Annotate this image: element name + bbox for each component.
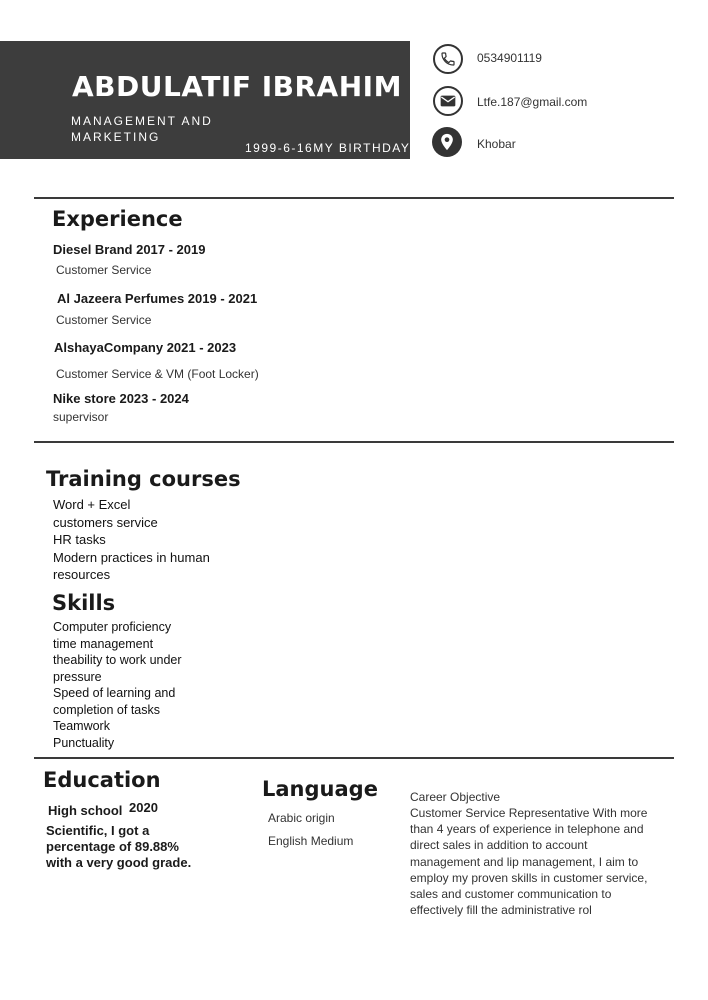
job-title: Diesel Brand 2017 - 2019	[53, 242, 206, 257]
education-year: 2020	[129, 800, 158, 815]
job-title: Al Jazeera Perfumes 2019 - 2021	[57, 291, 258, 306]
list-item: time management	[53, 636, 154, 651]
candidate-role: MANAGEMENT AND MARKETING	[71, 114, 213, 144]
divider	[34, 197, 674, 199]
location-text: Khobar	[477, 137, 516, 151]
birthday: 1999-6-16MY BIRTHDAY	[245, 141, 411, 155]
job-description: Customer Service & VM (Foot Locker)	[56, 367, 259, 381]
objective-text: Customer Service Representative With more than 4 years of experience in telephone and direct sales in addition to account management and lip management, I aim to employ my proven skills in customer service, sales and customer communication to effectively fill the administrative rol	[410, 806, 648, 918]
list-item: Computer proficiency	[53, 620, 172, 634]
education-heading: Education	[43, 768, 161, 792]
job-description: Customer Service	[56, 313, 152, 327]
list-item: Speed of learning and completion of tasks	[53, 686, 176, 717]
list-item: Modern practices in human resources	[53, 549, 210, 582]
candidate-name: ABDULATIF IBRAHIM	[72, 70, 402, 103]
experience-heading: Experience	[52, 207, 183, 231]
skills-heading: Skills	[52, 591, 116, 615]
language-item: English Medium	[268, 834, 354, 848]
language-item: Arabic origin	[268, 811, 335, 825]
job-description: supervisor	[53, 410, 109, 424]
phone-icon	[433, 44, 463, 74]
divider	[34, 757, 674, 759]
location-pin-icon	[432, 127, 462, 157]
language-heading: Language	[262, 777, 378, 801]
list-item: Word + Excel	[53, 497, 131, 512]
list-item: customers service	[53, 514, 158, 530]
objective-heading: Career Objective	[410, 790, 501, 804]
training-heading: Training courses	[46, 467, 241, 491]
job-title: AlshayaCompany 2021 - 2023	[54, 340, 237, 355]
education-detail: Scientific, I got a percentage of 89.88% with a very good grade.	[46, 823, 192, 870]
job-title: Nike store 2023 - 2024	[53, 391, 189, 406]
divider	[34, 441, 674, 443]
job-description: Customer Service	[56, 263, 152, 277]
training-list	[53, 496, 223, 584]
skills-list	[53, 619, 193, 751]
email-address: Ltfe.187@gmail.com	[477, 95, 588, 109]
phone-number: 0534901119	[477, 51, 542, 65]
list-item: theability to work under pressure	[53, 653, 182, 684]
list-item: HR tasks	[53, 532, 106, 547]
education-school: High school	[48, 803, 123, 818]
list-item: Teamwork	[53, 719, 110, 733]
mail-icon	[433, 86, 463, 116]
list-item: Punctuality	[53, 735, 115, 750]
